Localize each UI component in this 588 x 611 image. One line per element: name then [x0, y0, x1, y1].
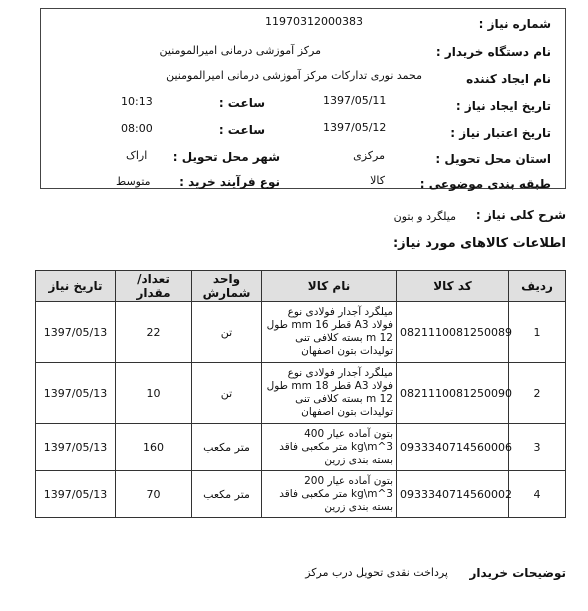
description-value: میلگرد و بتون [393, 210, 456, 223]
table-row [36, 424, 566, 471]
valid-date: 1397/05/12 [323, 121, 387, 134]
buyer-notes-label: توضیحات خریدار [469, 566, 566, 580]
description-label: شرح کلی نیاز : [475, 208, 566, 222]
items-title: اطلاعات کالاهای مورد نیاز: [392, 236, 566, 251]
table-row [36, 471, 566, 518]
item-quantity: 70 [116, 471, 192, 518]
creator: محمد نوری تدارکات مرکز آموزشی درمانی امیرالمومنین [166, 69, 422, 82]
city: اراک [126, 149, 148, 162]
item-unit: متر مکعب [192, 424, 262, 471]
items-table [35, 270, 566, 518]
created-time-label: ساعت : [218, 96, 265, 110]
creator-label: نام ایجاد کننده [466, 72, 551, 86]
process-label: نوع فرآیند خرید : [179, 175, 280, 189]
category-label: طبقه بندی موضوعی : [419, 177, 551, 191]
item-code: 0933340714560006 [397, 424, 509, 471]
header-row-number: ردیف [509, 271, 566, 302]
table-header-row [36, 271, 566, 302]
buyer-org-label: نام دستگاه خریدار : [435, 45, 551, 59]
header-item-name: نام کالا [262, 271, 397, 302]
province: مرکزی [353, 149, 385, 162]
table-row [36, 302, 566, 363]
item-name: میلگرد آجدار فولادی نوع فولاد A3 قطر 16 mm طول 12 m بسته کلافی تنی تولیدات بتون اصفهان [262, 302, 397, 363]
item-unit: تن [192, 363, 262, 424]
header-quantity: تعداد/ مقدار [116, 271, 192, 302]
valid-time: 08:00 [121, 122, 153, 135]
item-quantity: 22 [116, 302, 192, 363]
item-code: 0933340714560002 [397, 471, 509, 518]
item-code: 0821110081250090 [397, 363, 509, 424]
province-label: استان محل تحویل : [435, 152, 551, 166]
created-date: 1397/05/11 [323, 94, 387, 107]
item-name: بتون آماده عیار 200 kg\m^3 متر مکعبی فاقد بسته بندی زرین [262, 471, 397, 518]
item-need-date: 1397/05/13 [36, 302, 116, 363]
valid-date-label: تاریخ اعتبار نیاز : [450, 126, 551, 140]
row-number: 4 [509, 471, 566, 518]
city-label: شهر محل تحویل : [172, 150, 280, 164]
created-time: 10:13 [121, 95, 153, 108]
item-quantity: 10 [116, 363, 192, 424]
header-item-code: کد کالا [397, 271, 509, 302]
row-number: 3 [509, 424, 566, 471]
item-code: 0821110081250089 [397, 302, 509, 363]
item-name: میلگرد آجدار فولادی نوع فولاد A3 قطر 18 mm طول 12 m بسته کلافی تنی تولیدات بتون اصفهان [262, 363, 397, 424]
item-need-date: 1397/05/13 [36, 471, 116, 518]
category: کالا [370, 174, 385, 187]
table-row [36, 363, 566, 424]
need-info-box [40, 8, 566, 189]
item-unit: متر مکعب [192, 471, 262, 518]
header-unit: واحد شمارش [192, 271, 262, 302]
item-unit: تن [192, 302, 262, 363]
process: متوسط [116, 175, 151, 188]
row-number: 1 [509, 302, 566, 363]
created-date-label: تاریخ ایجاد نیاز : [455, 99, 551, 113]
item-need-date: 1397/05/13 [36, 424, 116, 471]
need-number: 11970312000383 [265, 15, 363, 28]
valid-time-label: ساعت : [218, 123, 265, 137]
buyer-org: مرکز آموزشی درمانی امیرالمومنین [159, 44, 321, 57]
header-need-date: تاریخ نیاز [36, 271, 116, 302]
row-number: 2 [509, 363, 566, 424]
item-quantity: 160 [116, 424, 192, 471]
need-number-label: شماره نیاز : [478, 17, 551, 31]
item-need-date: 1397/05/13 [36, 363, 116, 424]
buyer-notes-value: پرداخت نقدی تحویل درب مرکز [305, 566, 448, 579]
item-name: بتون آماده عیار 400 kg\m^3 متر مکعبی فاقد بسته بندی زرین [262, 424, 397, 471]
